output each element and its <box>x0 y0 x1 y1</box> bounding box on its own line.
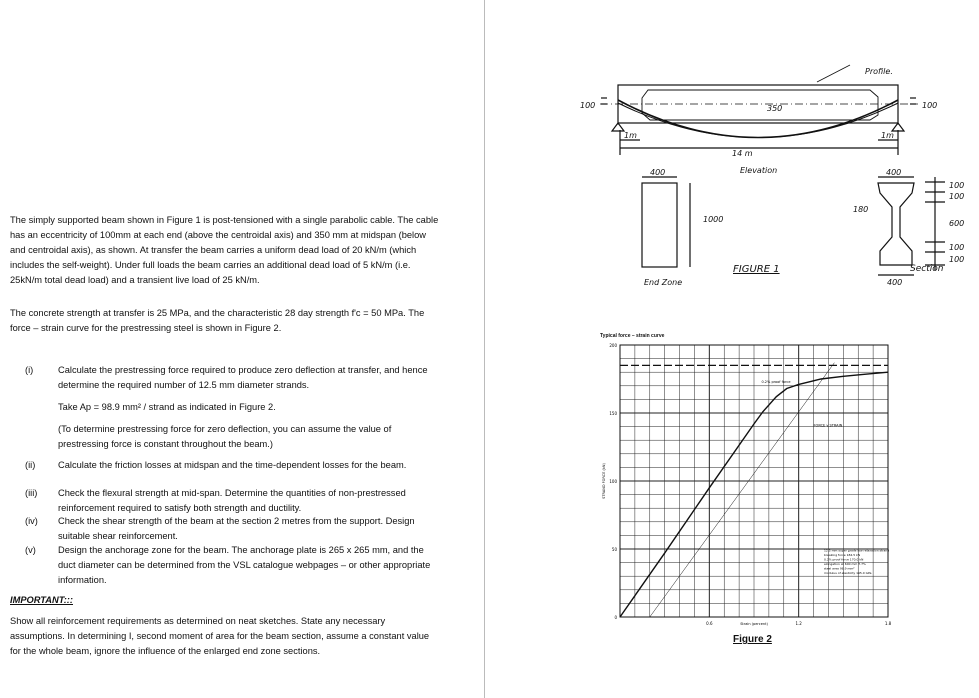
end-zone-label: End Zone <box>644 278 683 287</box>
figure-2-caption: Figure 2 <box>733 634 772 645</box>
important-paragraph: Show all reinforcement requirements as determined on neat sketches. State any necessary assumptions. In determining I, second moment of area for the beam section, assume a constant value for the whole beam, ignore the influence of the enlarged end zone sections. <box>10 616 430 656</box>
legend-entry: steel area 98.9 mm² <box>823 566 855 571</box>
end-dist-right: 1m <box>881 131 894 140</box>
support-icon <box>612 123 904 131</box>
chart-title: Typical force – strain curve <box>600 333 665 339</box>
y-axis-label: STRAND FORCE (kN) <box>602 463 606 499</box>
question-item-note <box>25 422 435 452</box>
item-number: (v) <box>25 545 36 555</box>
item-text: Check the shear strength of the beam at the section 2 metres from the support. Design suitable shear reinforcement. <box>58 516 415 541</box>
ecc-right-label: 100 <box>922 101 938 110</box>
question-item-2 <box>25 458 435 473</box>
item-text: Calculate the prestressing force required to produce zero deflection at transfer, and hence determine the required number of 12.5 mm diameter strands. <box>58 365 428 390</box>
section-bottom-width: 400 <box>887 278 903 287</box>
x-tick-label: 1.2 <box>795 621 802 626</box>
intro-paragraph: The simply supported beam shown in Figure 1 is post-tensioned with a single parabolic cable. The cable has an eccentricity of 100mm at each end (above the centroidal axis) and 350 mm at midspan (below and centroidal axis), as shown. At transfer the beam carries a uniform dead load of 20 kN/m (which includes the self-weight). Under full loads the beam carries an additional dead load of 5 kN/m (i.e. 25kN/m total dead load) and a transient live load of 25 kN/m. <box>10 215 439 285</box>
flange-dim: 100 <box>949 181 965 190</box>
end-zone-section <box>642 183 677 267</box>
sag-label: 350 <box>767 104 783 113</box>
force-strain-chart <box>595 340 905 630</box>
x-axis-label: Strain (percent) <box>740 622 768 626</box>
concrete-paragraph: The concrete strength at transfer is 25 MPa, and the characteristic 28 day strength f'c = 50 MPa. The force – strain curve for the prestressing steel is shown in Figure 2. <box>10 308 425 333</box>
figure-1-caption: FIGURE 1 <box>733 264 780 275</box>
item-text: Check the flexural strength at mid-span. Determine the quantities of non-prestressed reinforcement required to satisfy both strength and ductility. <box>58 488 406 513</box>
flange-dim: 100 <box>949 255 965 264</box>
important-heading: IMPORTANT::: <box>10 595 73 605</box>
legend-entry: breaking force 184.5 kN <box>823 553 861 558</box>
cable-profile <box>618 100 898 138</box>
item-number: (i) <box>25 365 34 375</box>
beam-web-outline <box>642 90 878 120</box>
y-tick-label: 0 <box>614 615 617 620</box>
item-text: Design the anchorage zone for the beam. The anchorage plate is 265 x 265 mm, and the duct diameter can be determined from the VSL catalogue webpages – or other appropriate information. <box>58 545 431 585</box>
x-tick-label: 1.8 <box>884 621 892 626</box>
web-dim: 600 <box>949 219 965 228</box>
question-item-4 <box>25 514 435 544</box>
item-number: (ii) <box>25 460 36 470</box>
question-item-1 <box>25 363 435 393</box>
y-tick-label: 150 <box>609 411 617 416</box>
end-zone-depth: 1000 <box>703 215 724 224</box>
question-item-3 <box>25 486 435 516</box>
question-item-5 <box>25 543 435 588</box>
legend-entry: 0.2% proof force 170.0 kN <box>823 557 864 562</box>
ecc-left-label: 100 <box>580 101 596 110</box>
annotation-proof-force: 0.2% proof force <box>761 380 791 385</box>
figure-1-drawing <box>560 60 979 290</box>
profile-label: Profile. <box>865 67 893 76</box>
y-tick-label: 100 <box>609 479 617 484</box>
annotation-force-strain: FORCE v STRAIN <box>813 423 843 428</box>
y-tick-label: 50 <box>611 547 617 552</box>
item-text: (To determine prestressing force for zero deflection, you can assume the value of prestressing force is constant throughout the beam.) <box>58 424 392 449</box>
page-divider <box>484 0 485 698</box>
series-line-1 <box>650 363 835 617</box>
legend-entry: 12.5 mm super grade low relaxation strand <box>823 548 890 553</box>
section-label: Section <box>910 264 944 274</box>
y-tick-label: 200 <box>609 343 617 348</box>
section-top-width: 400 <box>886 168 902 177</box>
x-tick-label: 0.6 <box>706 621 713 626</box>
item-number: (iv) <box>25 516 38 526</box>
item-text: Take Ap = 98.9 mm² / strand as indicated in Figure 2. <box>58 402 276 412</box>
legend-entry: modulus of elasticity 195.0 GPa <box>823 571 872 576</box>
i-beam-section <box>878 183 914 265</box>
haunch-dim: 100 <box>949 192 965 201</box>
span-label: 14 m <box>732 149 753 158</box>
end-zone-width: 400 <box>650 168 666 177</box>
legend-entry: elongation at 600 mm 7.7% <box>823 562 866 567</box>
end-dist-left: 1m <box>624 131 637 140</box>
question-item-note <box>25 400 435 415</box>
item-number: (iii) <box>25 488 38 498</box>
elevation-label: Elevation <box>740 166 778 175</box>
haunch-dim: 100 <box>949 243 965 252</box>
item-text: Calculate the friction losses at midspan and the time-dependent losses for the beam. <box>58 460 407 470</box>
web-width: 180 <box>853 205 869 214</box>
